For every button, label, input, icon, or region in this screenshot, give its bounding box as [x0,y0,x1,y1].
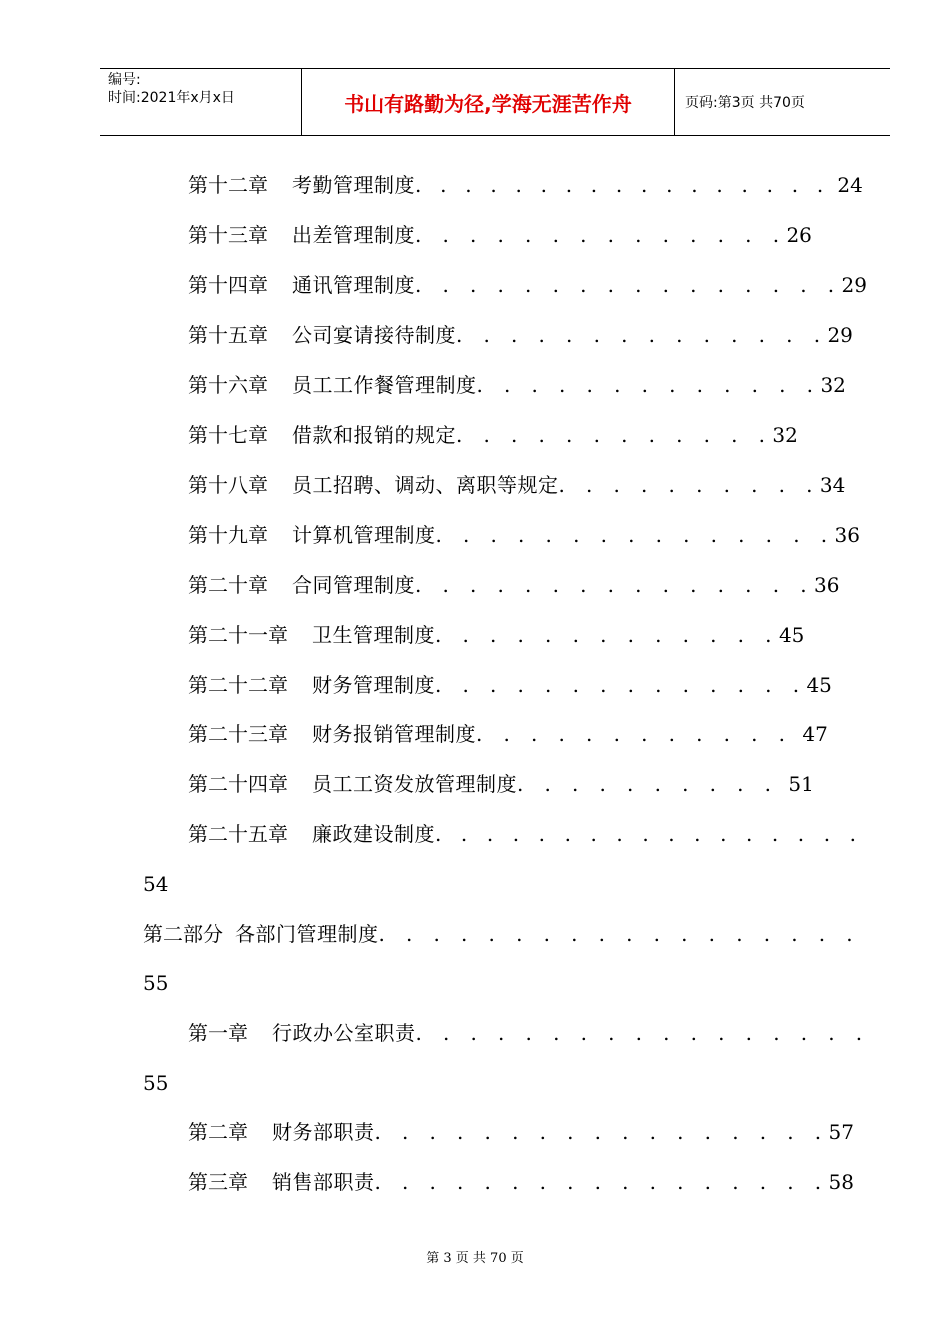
toc-dots: . . . . . . . . . . . . . . . . . [415,173,830,197]
toc-title: 借款和报销的规定 [292,423,456,447]
header-motto: 书山有路勤为径,学海无涯苦作舟 [302,69,675,135]
toc-dots: . . . . . . . . . . . . . . . . [415,273,842,297]
toc-title: 员工工作餐管理制度 [292,373,477,397]
toc-entry[interactable] [188,173,863,197]
toc-page: 54 [143,872,169,896]
toc-dots: . . . . . . . . . . . . . . . . . [415,1021,870,1045]
toc-title: 出差管理制度 [292,223,415,247]
toc-dots: . . . . . . . . . . . . . [435,623,779,647]
toc-dots: . . . . . . . . . . . . . . [456,323,828,347]
page-footer: 第 3 页 共 70 页 [426,1251,524,1266]
toc-page: 45 [806,673,832,697]
toc-title: 卫生管理制度 [312,623,435,647]
toc-page: 29 [841,273,867,297]
toc-title: 销售部职责 [272,1170,375,1194]
toc-chapter: 第十二章 [188,173,268,197]
toc-chapter: 第二章 [188,1120,248,1144]
toc-page: 26 [786,223,812,247]
toc-entry[interactable] [188,423,798,447]
toc-entry-page-overflow[interactable] [143,872,168,896]
toc-title: 员工工资发放管理制度 [312,772,517,796]
toc-title: 员工招聘、调动、离职等规定 [292,473,559,497]
toc-section-entry[interactable] [143,922,860,946]
toc-title: 各部门管理制度 [235,922,379,946]
toc-title: 合同管理制度 [292,573,415,597]
toc-entry[interactable] [188,373,846,397]
toc-title: 通讯管理制度 [292,273,415,297]
page-header [100,68,890,136]
toc-dots: . . . . . . . . . . . . . . . . . . [378,922,861,946]
toc-dots: . . . . . . . . . . . . . . [415,223,787,247]
toc-page: 32 [772,423,798,447]
toc-page: 36 [834,523,860,547]
toc-chapter: 第十四章 [188,273,268,297]
toc-page: 45 [778,623,805,647]
toc-dots: . . . . . . . . . . . . . . . . . [374,1170,829,1194]
toc-entry[interactable] [188,1021,870,1045]
toc-page: 24 [837,173,863,197]
toc-chapter: 第二十五章 [188,822,288,846]
toc-entry[interactable] [188,1120,854,1144]
toc-title: 行政办公室职责 [272,1021,416,1045]
toc-entry[interactable] [188,722,828,746]
toc-page: 29 [827,323,853,347]
toc-entry[interactable] [188,623,804,647]
toc-entry[interactable] [188,1170,854,1194]
toc-page: 58 [828,1170,854,1194]
toc-chapter: 第十六章 [188,373,268,397]
toc-dots: . . . . . . . . . . . . . . [435,673,807,697]
toc-entry[interactable] [188,822,863,846]
toc-entry[interactable] [188,573,839,597]
toc-title: 计算机管理制度 [292,523,436,547]
toc-entry[interactable] [188,473,845,497]
toc-title: 廉政建设制度 [312,822,435,846]
toc-chapter: 第二十三章 [188,722,288,746]
toc-page: 57 [828,1120,854,1144]
toc-chapter: 第十九章 [188,523,268,547]
toc-dots: . . . . . . . . . . . . . . . . . [435,822,863,846]
header-meta [100,69,302,135]
toc-chapter: 第二十章 [188,573,268,597]
toc-page: 32 [820,373,846,397]
toc-page: 34 [819,473,846,497]
toc-chapter: 第二十一章 [188,623,288,647]
toc-dots: . . . . . . . . . . [558,473,820,497]
toc-chapter: 第十七章 [188,423,268,447]
toc-dots: . . . . . . . . . . . . . . . [435,523,835,547]
toc-entry[interactable] [188,323,853,347]
toc-chapter: 第十三章 [188,223,268,247]
toc-chapter: 第二十四章 [188,772,288,796]
header-page-label: 页码:第3页 共70页 [685,95,805,111]
toc-page: 51 [788,772,814,796]
toc-dots: . . . . . . . . . . . . [476,722,793,746]
toc-chapter: 第三章 [188,1170,248,1194]
toc-entry[interactable] [188,523,860,547]
toc-dots: . . . . . . . . . . . . . . . [415,573,814,597]
toc-page: 55 [143,971,169,995]
toc-chapter: 第二部分 [143,922,223,946]
toc-page: 55 [143,1071,169,1095]
toc-entry[interactable] [188,673,832,697]
toc-entry[interactable] [188,223,812,247]
toc-entry[interactable] [188,273,867,297]
toc-entry[interactable] [188,772,814,796]
toc-dots: . . . . . . . . . . [517,772,779,796]
toc-page: 47 [802,722,828,746]
toc-title: 财务报销管理制度 [312,722,476,746]
toc-chapter: 第十五章 [188,323,268,347]
toc-title: 考勤管理制度 [292,173,415,197]
toc-chapter: 第一章 [188,1021,248,1045]
header-number-label: 编号: [108,72,141,88]
toc-dots: . . . . . . . . . . . . . . . . . [374,1120,829,1144]
toc-entry-page-overflow[interactable] [143,971,168,995]
toc-title: 财务部职责 [272,1120,375,1144]
toc-page: 36 [813,573,840,597]
toc-entry-page-overflow[interactable] [143,1071,168,1095]
toc-chapter: 第二十二章 [188,673,288,697]
toc-title: 财务管理制度 [312,673,435,697]
toc-dots: . . . . . . . . . . . . [456,423,773,447]
toc-title: 公司宴请接待制度 [292,323,456,347]
header-time-label: 时间:2021年x月x日 [108,90,235,106]
toc-chapter: 第十八章 [188,473,268,497]
toc-dots: . . . . . . . . . . . . . [476,373,821,397]
